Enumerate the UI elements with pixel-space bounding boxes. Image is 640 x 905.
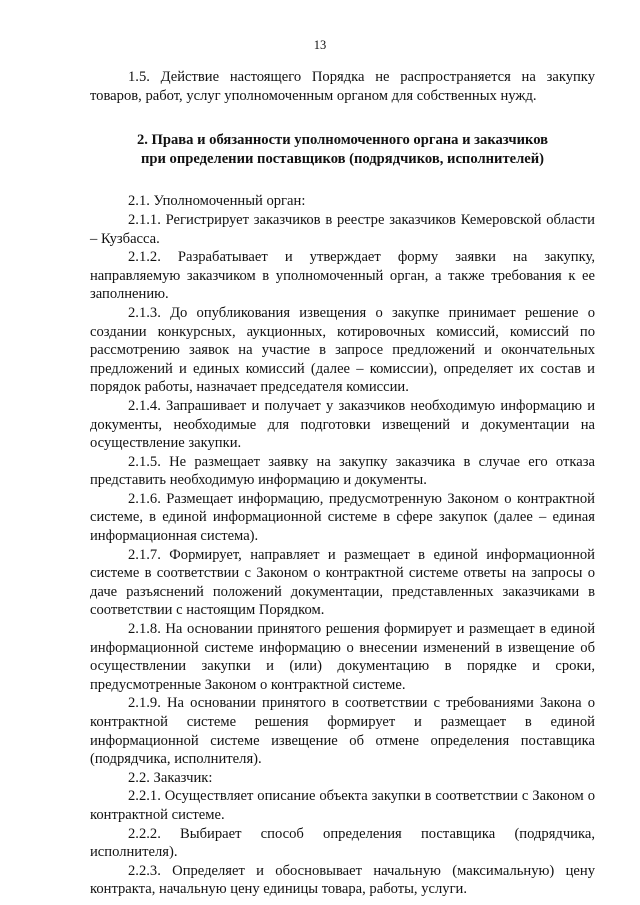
paragraph: 2.2.2. Выбирает способ определения поставщика (подрядчика, исполнителя). — [90, 825, 595, 861]
paragraph: 2.1.2. Разрабатывает и утверждает форму заявки на закупку, направляемую заказчиком в уполномоченный орган, а также требования к ее заполнению. — [90, 249, 595, 303]
paragraph: 2.1.6. Размещает информацию, предусмотренную Законом о контрактной системе, в единой информационной системе в сфере закупок (далее – единая информационная система). — [90, 490, 595, 545]
paragraph: 2.2. Заказчик: — [128, 769, 213, 786]
paragraph: 2.2.1. Осуществляет описание объекта закупки в соответствии с Законом о контрактной системе. — [90, 788, 595, 823]
section-heading-line-1: 2. Права и обязанности уполномоченного органа и заказчиков — [136, 132, 549, 149]
paragraph: 2.1.5. Не размещает заявку на закупку заказчика в случае его отказа представить необходимую информацию и документы. — [90, 453, 595, 489]
page-number: 13 — [313, 38, 327, 52]
paragraph: 2.1.7. Формирует, направляет и размещает в единой информационной системе в соответствии с Законом о контрактной системе ответы на запросы о даче разъяснений положений документации, представленных заказчиками в соответствии с настоящим Порядком. — [90, 546, 595, 619]
intro-paragraph: 1.5. Действие настоящего Порядка не распространяется на закупку товаров, работ, услуг уполномоченным органом для собственных нужд. — [90, 69, 595, 104]
paragraph: 2.1.9. На основании принятого в соответствии с требованиями Закона о контрактной системе решения формирует и размещает в единой информационной системе извещение об отмене определения поставщика (подрядчика, исполнителя). — [90, 695, 595, 768]
paragraph: 2.2.3. Определяет и обосновывает начальную (максимальную) цену контракта, начальную цену единицы товара, работы, услуги. — [90, 862, 595, 898]
document-body — [90, 68, 595, 899]
paragraph: 2.1.4. Запрашивает и получает у заказчиков необходимую информацию и документы, необходимые для подготовки извещений и документации на осуществление закупки. — [90, 397, 595, 452]
paragraph: 2.1.8. На основании принятого решения формирует и размещает в единой информационной системе информацию о внесении изменений в извещение об осуществлении закупки и (или) документацию в порядке и сроки, предусмотренные Законом о контрактной системе. — [90, 621, 595, 693]
section-heading-line-2: при определении поставщиков (подрядчиков, исполнителей) — [140, 150, 545, 167]
paragraph: 2.1. Уполномоченный орган: — [128, 193, 306, 210]
paragraph: 2.1.1. Регистрирует заказчиков в реестре заказчиков Кемеровской области – Кузбасса. — [90, 211, 595, 247]
paragraph: 2.1.3. До опубликования извещения о закупке принимает решение о создании конкурсных, аукционных, котировочных комиссий, комиссий по рассмотрению заявок на участие в запросе предложений и окончательных предложений и единых комиссий (далее – комиссии), определяет их состав и порядок работы, назначает председателя комиссии. — [90, 304, 595, 396]
section-heading — [90, 131, 595, 168]
